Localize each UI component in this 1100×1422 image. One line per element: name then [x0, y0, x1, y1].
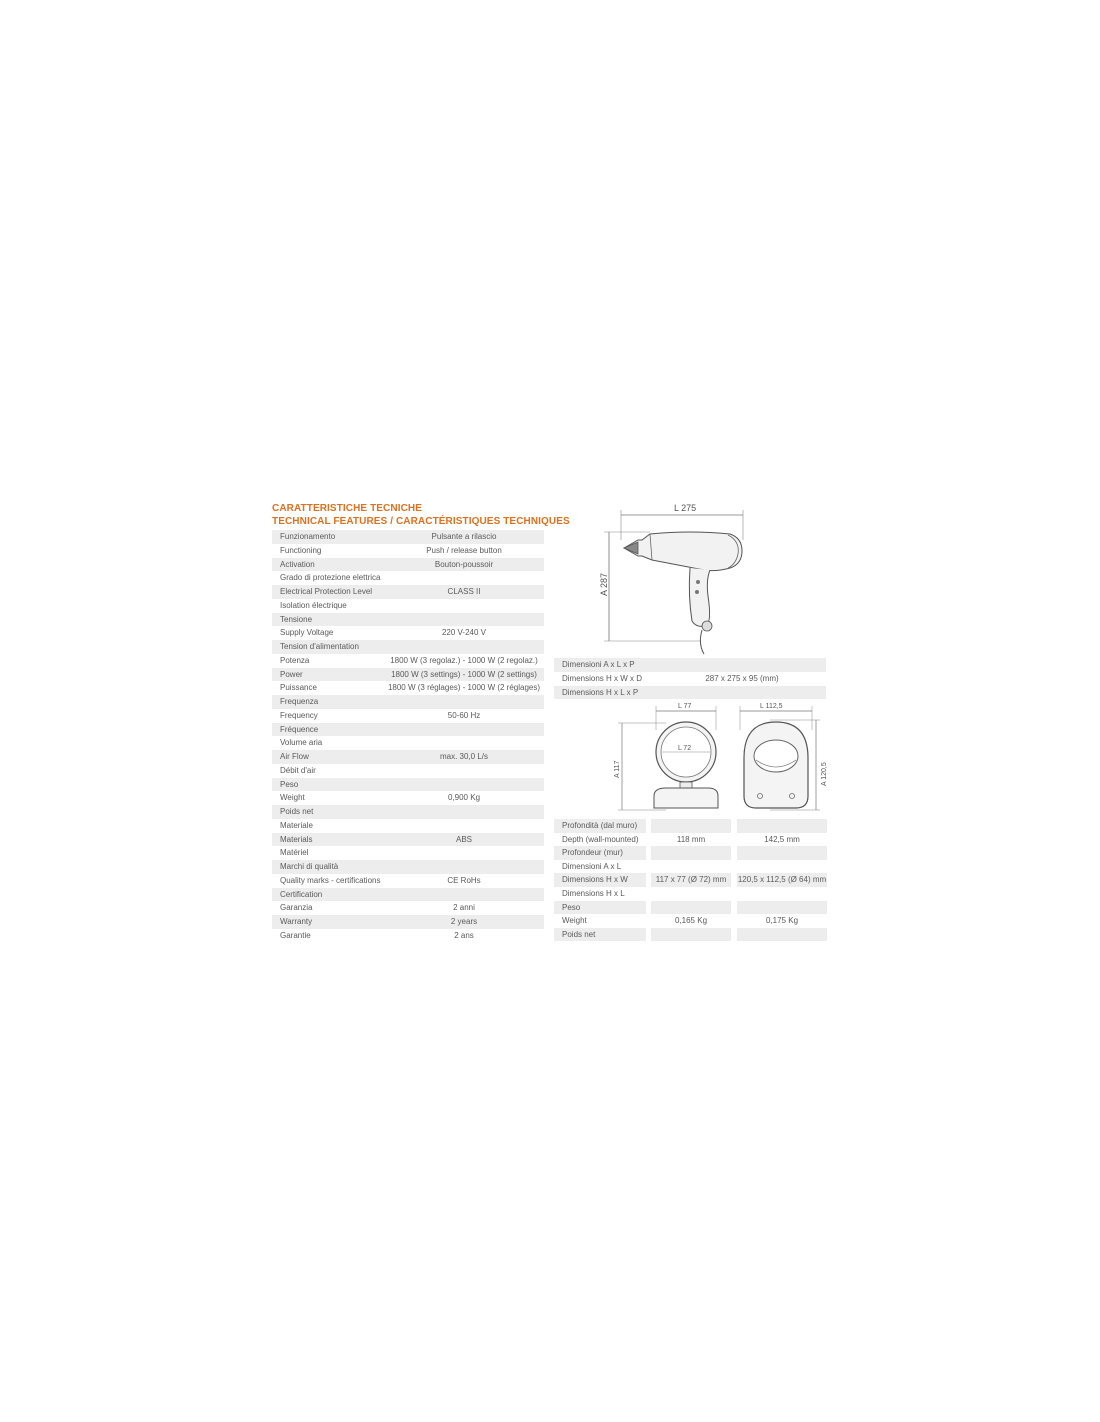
holder-spec-row: [554, 846, 830, 860]
holder-spec-label: Poids net: [562, 929, 596, 939]
dimension-value: 287 x 275 x 95 (mm): [705, 673, 779, 683]
spec-row: [272, 599, 544, 613]
dryer-switch: [696, 580, 700, 584]
holder-spec-label: Weight: [562, 916, 587, 926]
holder-spec-row: [554, 901, 830, 915]
spec-label: Fréquence: [280, 724, 319, 734]
spec-value: CE RoHs: [447, 875, 481, 885]
holder-spec-label: Depth (wall-mounted): [562, 834, 639, 844]
spec-row: [272, 778, 544, 792]
spec-value: max. 30,0 L/s: [439, 752, 489, 761]
holder-spec-row: [554, 860, 830, 874]
spec-label: Tensione: [280, 614, 313, 624]
spec-row: [272, 668, 544, 682]
holder-spec-label: Profondità (dal muro): [562, 821, 638, 830]
spec-value: 0,900 Kg: [447, 793, 481, 803]
spec-row: [272, 874, 544, 888]
holder-spec-row: [554, 833, 830, 847]
holder-width-label: L 112,5: [760, 703, 783, 710]
dryer-dimensions-table: [554, 658, 826, 699]
spec-label: Materiale: [280, 820, 313, 830]
spec-value: 2 years: [450, 917, 478, 926]
spec-label: Garanzia: [280, 903, 313, 913]
spec-row: [272, 613, 544, 627]
holder-spec-label: Dimensions H x W: [562, 875, 628, 885]
hair-dryer-drawing: [590, 496, 760, 656]
dryer-switch: [695, 590, 699, 594]
spec-value: Pulsante a rilascio: [431, 532, 497, 541]
spec-label: Materials: [280, 834, 313, 844]
spec-row: [272, 750, 544, 764]
spec-row: [272, 530, 544, 544]
spec-label: Peso: [280, 779, 299, 789]
holder-spec-value: [651, 928, 731, 942]
spec-label: Puissance: [280, 683, 317, 693]
spec-row: [272, 819, 544, 833]
dryer-cord-ring: [702, 621, 712, 631]
spec-label: Débit d'air: [280, 765, 316, 775]
holder-spec-value: 120,5 x 112,5 (Ø 64) mm: [737, 873, 827, 887]
spec-value: 1800 W (3 réglages) - 1000 W (2 réglages): [387, 683, 541, 693]
title-line-2: TECHNICAL FEATURES / CARACTÉRISTIQUES TECHNIQUES: [272, 516, 570, 527]
holder-spec-row: [554, 819, 830, 833]
spec-label: Garantie: [280, 930, 311, 940]
spec-value: 220 V-240 V: [441, 628, 487, 638]
holder-specs-table: [554, 819, 830, 941]
spec-row: [272, 681, 544, 695]
spec-label: Quality marks - certifications: [280, 875, 381, 885]
spec-label: Grado di protezione elettrica: [280, 573, 381, 583]
spec-label: Isolation électrique: [280, 600, 347, 610]
dryer-body: [624, 532, 742, 571]
spec-label: Air Flow: [280, 752, 309, 761]
spec-row: [272, 791, 544, 805]
holder-spec-value: [737, 819, 827, 833]
holder-spec-value: [737, 901, 827, 915]
spec-label: Tension d'alimentation: [280, 642, 359, 651]
holder-spec-row: [554, 914, 830, 928]
holder-spec-value: [737, 846, 827, 860]
spec-label: Electrical Protection Level: [280, 587, 373, 596]
spec-row: [272, 846, 544, 860]
spec-value: ABS: [455, 834, 472, 844]
spec-row: [272, 833, 544, 847]
holder-spec-label: Profondeur (mur): [562, 848, 623, 858]
spec-row: [272, 888, 544, 902]
spec-row: [272, 915, 544, 929]
spec-row: [272, 544, 544, 558]
holder-spec-value: 142,5 mm: [764, 834, 800, 844]
spec-label: Potenza: [280, 655, 310, 665]
holder-spec-value: 0,165 Kg: [674, 916, 708, 926]
spec-row: [272, 736, 544, 750]
spec-value: CLASS II: [447, 587, 481, 596]
dimension-label: Dimensions H x W x D: [562, 673, 643, 683]
spec-label: Activation: [280, 559, 315, 569]
holder-spec-value: 118 mm: [676, 834, 706, 844]
spec-row: [272, 805, 544, 819]
spec-label: Certification: [280, 889, 323, 899]
dimension-row: [554, 658, 826, 672]
spec-row: [272, 901, 544, 915]
spec-row: [272, 558, 544, 572]
spec-row: [272, 764, 544, 778]
spec-row: [272, 929, 544, 943]
holder-spec-value: 117 x 77 (Ø 72) mm: [651, 873, 731, 887]
holder-spec-value: [737, 928, 827, 942]
holder-wall-drawing: [730, 700, 840, 815]
holder-height-label: A 120,5: [821, 762, 828, 786]
holder-spec-value: [651, 860, 731, 874]
holder-base: [654, 788, 718, 808]
spec-row: [272, 654, 544, 668]
holder-spec-label: Peso: [562, 902, 581, 912]
holder-round-drawing: [606, 700, 726, 815]
dryer-cord: [700, 630, 704, 654]
dimension-row: [554, 672, 826, 686]
spec-label: Functioning: [280, 545, 322, 555]
technical-features-table: [272, 530, 544, 943]
spec-label: Frequenza: [280, 697, 319, 706]
spec-row: [272, 723, 544, 737]
height-dimension-label: A 287: [599, 572, 609, 596]
spec-label: Warranty: [280, 917, 313, 926]
holder-spec-value: [651, 887, 731, 901]
spec-value: 2 anni: [453, 903, 475, 913]
holder-spec-value: 0,175 Kg: [765, 916, 799, 926]
spec-label: Funzionamento: [280, 532, 336, 541]
spec-row: [272, 709, 544, 723]
spec-value: Bouton-poussoir: [434, 559, 494, 569]
spec-row: [272, 640, 544, 654]
holder-spec-value: [651, 819, 731, 833]
spec-value: 50-60 Hz: [447, 710, 481, 720]
spec-label: Frequency: [280, 710, 318, 720]
holder-spec-row: [554, 873, 830, 887]
holder-spec-value: [737, 860, 827, 874]
spec-value: 2 ans: [454, 930, 474, 940]
spec-label: Poids net: [280, 807, 314, 816]
spec-label: Marchi di qualità: [280, 862, 339, 871]
length-dimension-label: L 275: [674, 503, 697, 513]
holder-spec-value: [651, 846, 731, 860]
holder-width-label: L 77: [678, 703, 692, 710]
spec-row: [272, 860, 544, 874]
spec-label: Volume aria: [280, 738, 323, 748]
spec-row: [272, 695, 544, 709]
dimension-row: [554, 686, 826, 700]
holder-spec-label: Dimensions H x L: [562, 888, 625, 898]
spec-value: Push / release button: [426, 545, 502, 555]
holder-spec-row: [554, 887, 830, 901]
spec-label: Matériel: [280, 848, 309, 858]
spec-row: [272, 571, 544, 585]
holder-inner-label: L 72: [678, 745, 692, 752]
holder-spec-value: [651, 901, 731, 915]
title-line-1: CARATTERISTICHE TECNICHE: [272, 503, 422, 514]
holder-height-label: A 117: [614, 760, 621, 778]
spec-value: 1800 W (3 settings) - 1000 W (2 settings): [391, 669, 537, 679]
dimension-label: Dimensions H x L x P: [562, 687, 639, 697]
spec-label: Power: [280, 669, 303, 679]
dryer-handle: [689, 568, 710, 626]
holder-spec-value: [737, 887, 827, 901]
spec-label: Supply Voltage: [280, 628, 334, 638]
holder-spec-row: [554, 928, 830, 942]
spec-row: [272, 585, 544, 599]
holder-spec-label: Dimensioni A x L: [562, 861, 622, 871]
spec-row: [272, 626, 544, 640]
spec-value: 1800 W (3 regolaz.) - 1000 W (2 regolaz.): [390, 655, 538, 665]
dimension-label: Dimensioni A x L x P: [562, 660, 635, 669]
spec-label: Weight: [280, 793, 305, 803]
